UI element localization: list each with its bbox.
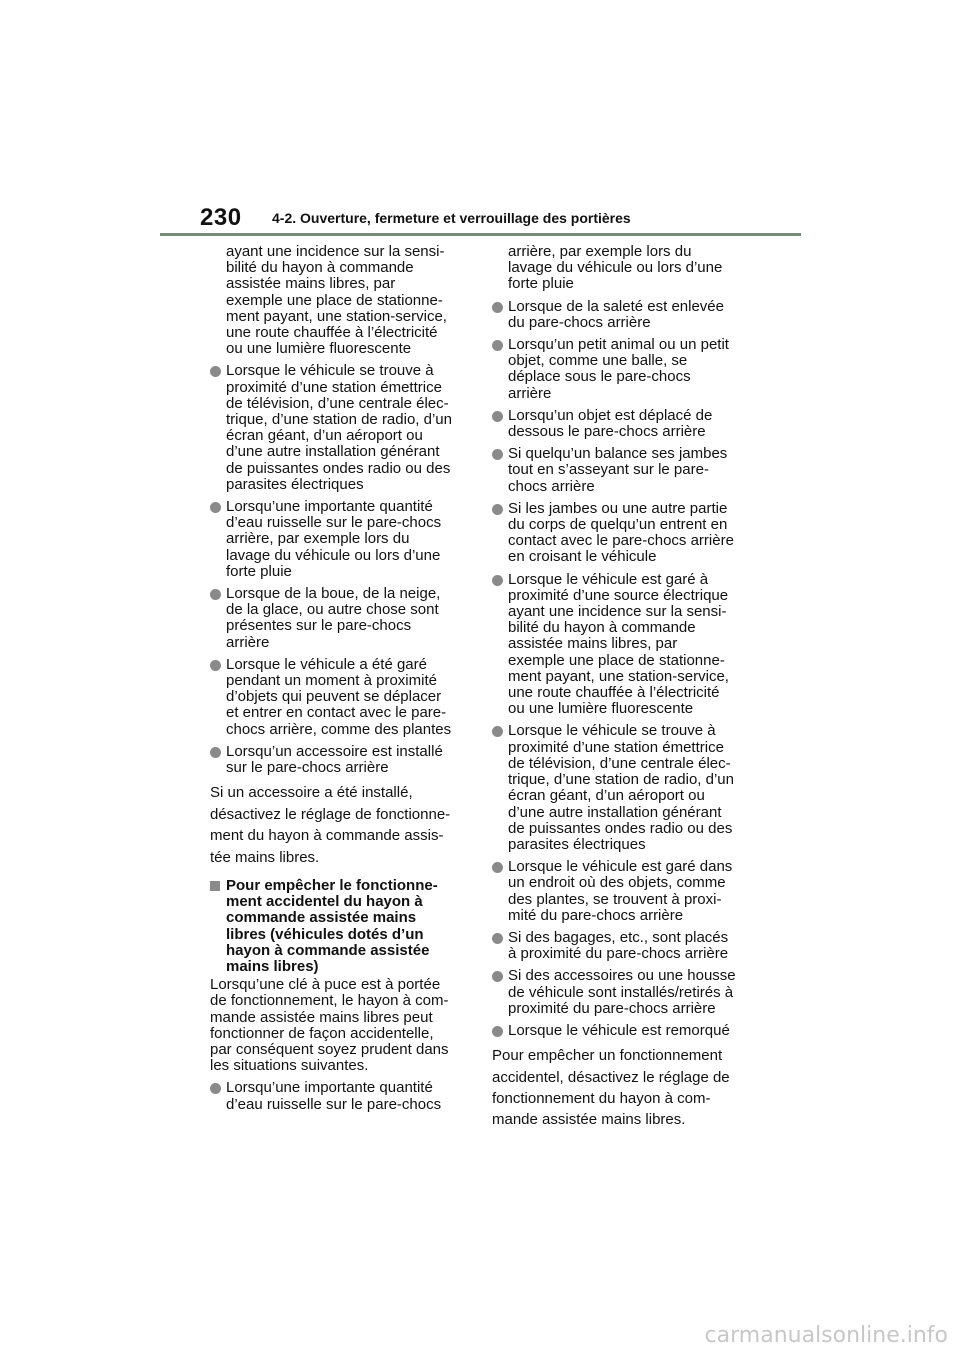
subheading-text: Pour empêcher le fonctionne- ment accidentel du hayon à commande assistée mains libres (véhicules dotés d’un hayon à commande assistée mains libres) xyxy=(226,876,438,975)
bullet-dot-icon xyxy=(492,971,503,982)
header-rule xyxy=(160,233,801,236)
sub-paragraph: Lorsqu’une clé à puce est à portée de fonctionnement, le hayon à com- mande assistée mains libres peut fonctionner de façon accidentelle, par conséquent soyez prudent dans les situations suivantes. xyxy=(210,976,449,1075)
bullet-item xyxy=(492,1023,754,1039)
bullet-text: Lorsqu’un objet est déplacé de dessous le pare-chocs arrière xyxy=(508,406,713,441)
square-bullet-icon xyxy=(210,881,220,891)
bullet-text: Lorsqu’un petit animal ou un petit objet, comme une balle, se déplace sous le pare-chocs arrière xyxy=(508,336,729,402)
bullet-text: Lorsque le véhicule se trouve à proximité d’une station émettrice de télévision, d’une centrale élec- trique, d’une station de radio, d’un écran géant, d’un aéroport ou d’une autre installation générant de puissantes ondes radio ou des parasites électriques xyxy=(508,722,734,853)
bullet-text: Lorsque le véhicule est garé à proximité d’une source électrique ayant une incidence sur la sensi- bilité du hayon à commande assistée mains libres, par exemple une place de stationne- ment payant, une station-service, une route chauffée à l’électricité ou une lumière fluorescente xyxy=(508,570,729,718)
bullet-item xyxy=(492,299,754,331)
bullet-item xyxy=(210,499,474,580)
paragraph: Si un accessoire a été installé, désactivez le réglage de fonctionne- ment du hayon à commande assis- tée mains libres. xyxy=(210,784,451,866)
continuation-text: ayant une incidence sur la sensi- bilité du hayon à commande assistée mains libres, par exemple une place de stationne- ment payant, une station-service, une route chauffée à l’électricité ou une lumière fluorescente xyxy=(226,243,447,358)
bullet-text: Lorsque le véhicule a été garé pendant un moment à proximité d’objets qui peuvent se déplacer et entrer en contact avec le pare- chocs arrière, comme des plantes xyxy=(226,655,452,738)
right-column xyxy=(492,244,754,1137)
bullet-dot-icon xyxy=(210,660,221,671)
bullet-dot-icon xyxy=(210,366,221,377)
bullet-text: Si les jambes ou une autre partie du corps de quelqu’un entrent en contact avec le pare-chocs arrière en croisant le véhicule xyxy=(508,499,734,566)
bullet-item xyxy=(210,363,474,493)
bullet-item xyxy=(492,501,754,566)
bullet-item xyxy=(492,446,754,495)
bullet-dot-icon xyxy=(492,862,503,873)
bullet-dot-icon xyxy=(492,726,503,737)
bullet-text: Si des bagages, etc., sont placés à proximité du pare-chocs arrière xyxy=(508,928,729,963)
bullet-item xyxy=(210,1080,474,1112)
bullet-dot-icon xyxy=(492,575,503,586)
bullet-text: Lorsqu’une importante quantité d’eau ruisselle sur le pare-chocs arrière, par exemple lors du lavage du véhicule ou lors d’une forte pluie xyxy=(226,498,442,580)
bullet-item xyxy=(492,968,754,1017)
subheading xyxy=(210,878,474,975)
bullet-text: Lorsqu’un accessoire est installé sur le pare-chocs arrière xyxy=(226,742,443,777)
bullet-item xyxy=(492,337,754,402)
bullet-dot-icon xyxy=(492,302,503,313)
page-number: 230 xyxy=(200,204,242,231)
bullet-text: Lorsque de la boue, de la neige, de la glace, ou autre chose sont présentes sur le pare-chocs arrière xyxy=(226,585,441,651)
bullet-dot-icon xyxy=(210,502,221,513)
bullet-item xyxy=(492,572,754,718)
bullet-text: Lorsque le véhicule est remorqué xyxy=(508,1021,730,1039)
bullet-item xyxy=(210,744,474,776)
bullet-item xyxy=(210,586,474,651)
bullet-dot-icon xyxy=(492,504,503,515)
bullet-dot-icon xyxy=(492,449,503,460)
bullet-text: Lorsque de la saleté est enlevée du pare-chocs arrière xyxy=(508,297,724,331)
watermark-text: carmanualsonline.info xyxy=(704,1323,948,1348)
bullet-item xyxy=(492,723,754,853)
bullet-dot-icon xyxy=(492,1026,503,1037)
bullet-item xyxy=(492,408,754,440)
bullet-text: Lorsqu’une importante quantité d’eau ruisselle sur le pare-chocs xyxy=(226,1079,442,1113)
bullet-text: Lorsque le véhicule est garé dans un endroit où des objets, comme des plantes, se trouvent à proxi- mité du pare-chocs arrière xyxy=(508,858,733,924)
paragraph: Pour empêcher un fonctionnement accidentel, désactivez le réglage de fonctionnement du hayon à com- mande assistée mains libres. xyxy=(492,1047,730,1129)
bullet-item xyxy=(492,859,754,924)
bullet-text: Si des accessoires ou une housse de véhicule sont installés/retirés à proximité du pare-chocs arrière xyxy=(508,967,736,1017)
bullet-item xyxy=(210,657,474,738)
bullet-text: Si quelqu’un balance ses jambes tout en s’asseyant sur le pare- chocs arrière xyxy=(508,445,728,495)
bullet-text: Lorsque le véhicule se trouve à proximité d’une station émettrice de télévision, d’une centrale élec- trique, d’une station de radio, d’un écran géant, d’un aéroport ou d’une autre installation générant de puissantes ondes radio ou des parasites électriques xyxy=(226,362,452,493)
bullet-dot-icon xyxy=(210,589,221,600)
section-title: 4-2. Ouverture, fermeture et verrouillage des portières xyxy=(272,210,631,226)
left-column xyxy=(210,244,474,1119)
bullet-dot-icon xyxy=(492,933,503,944)
bullet-item xyxy=(492,930,754,962)
bullet-dot-icon xyxy=(210,1083,221,1094)
bullet-dot-icon xyxy=(492,340,503,351)
bullet-dot-icon xyxy=(492,411,503,422)
bullet-dot-icon xyxy=(210,747,221,758)
continuation-text: arrière, par exemple lors du lavage du véhicule ou lors d’une forte pluie xyxy=(508,243,723,293)
